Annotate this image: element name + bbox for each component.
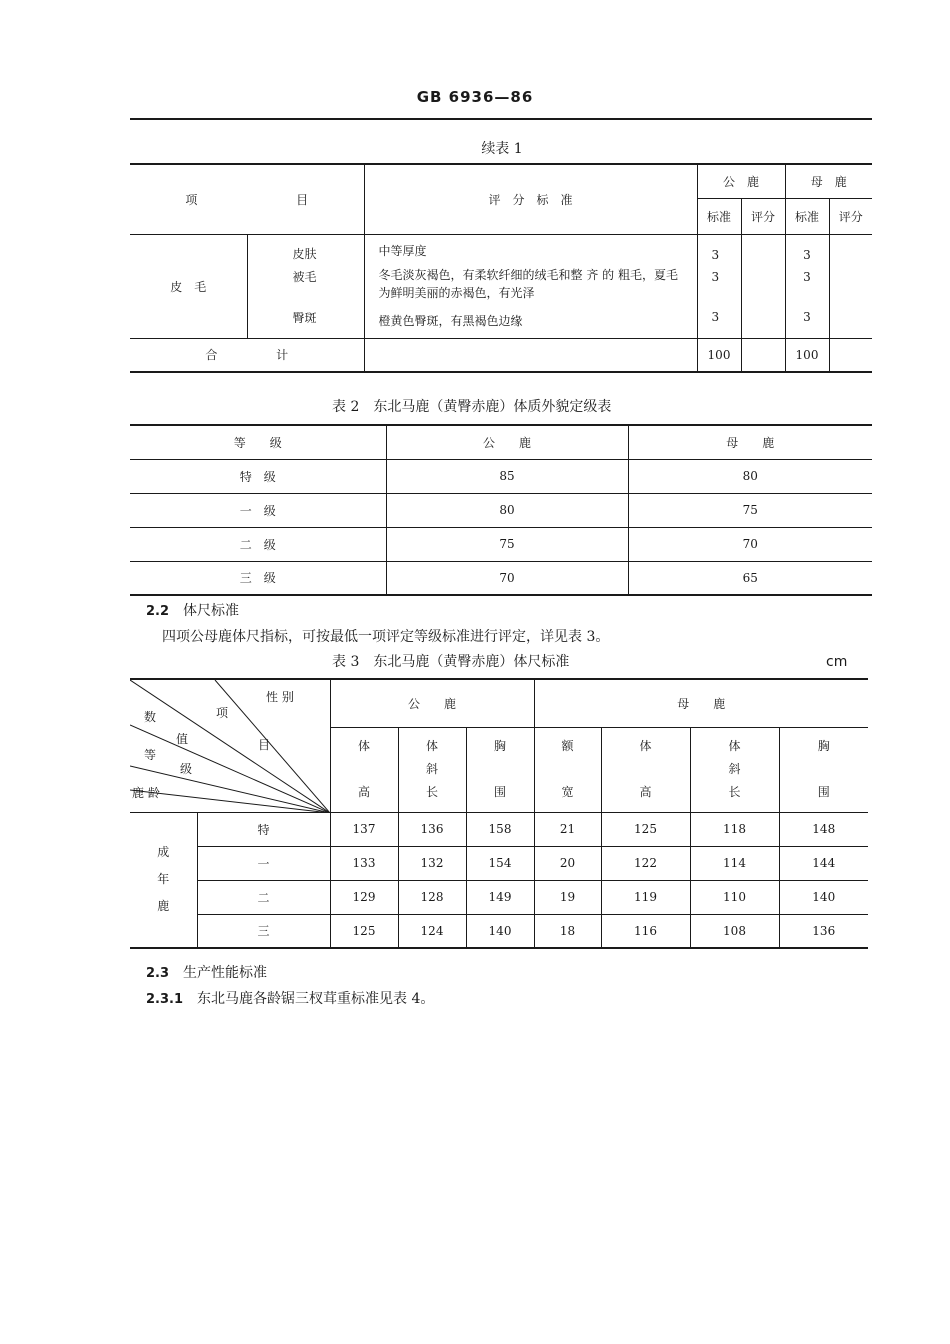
t2-r3-female: 65 (628, 561, 872, 595)
t1-total-female: 100 (785, 338, 829, 372)
t1-sub-0: 皮肤 (292, 246, 317, 261)
section-2-3-1-number: 2.3.1 (146, 992, 184, 1007)
t3-col3-b (535, 758, 601, 781)
t3-col1-c: 长 (425, 785, 438, 799)
t1-female-score: 评分 (829, 198, 872, 234)
section-2-3-number: 2.3 (146, 966, 170, 981)
t1-total-right: 计 (276, 348, 289, 363)
t1-total-left: 合 (205, 348, 218, 363)
section-2-2-title: 体尺标准 (183, 603, 240, 619)
t3-female-header: 母 鹿 (534, 679, 868, 727)
section-2-2-heading (146, 600, 239, 620)
diagonal-header-lines (130, 680, 330, 813)
t1-female-header: 母 鹿 (785, 164, 872, 198)
t2-r1-grade: 一 级 (130, 493, 386, 527)
t3-col0-c: 高 (357, 785, 370, 799)
t1-text-0: 中等厚度 (378, 244, 427, 258)
t3-r2-grade: 二 (197, 880, 330, 914)
t3-r0-v6: 148 (779, 812, 868, 846)
t3-diag-mu: 目 (258, 738, 271, 752)
t3-r2-v4: 119 (601, 880, 690, 914)
t3-group-1: 年 (157, 872, 170, 887)
section-2-2-number: 2.2 (146, 604, 170, 619)
section-2-3-1-title: 东北马鹿各龄锯三杈茸重标准见表 4。 (197, 991, 435, 1007)
t2-r2-grade: 二 级 (130, 527, 386, 561)
t3-r0-v4: 125 (601, 812, 690, 846)
t3-r1-grade: 一 (197, 846, 330, 880)
t3-col6-b (780, 758, 869, 781)
t1-m-std-1: 3 (711, 270, 720, 284)
t2-head-grade: 等 级 (130, 425, 386, 459)
t3-r1-v3: 20 (534, 846, 601, 880)
header-rule (130, 118, 872, 120)
t3-r3-v6: 136 (779, 914, 868, 948)
t1-criteria-header: 评 分 标 准 (364, 164, 697, 234)
t1-item-right: 目 (296, 192, 309, 207)
t3-r0-v0: 137 (330, 812, 398, 846)
t3-r1-v2: 154 (466, 846, 534, 880)
t3-male-header: 公 鹿 (330, 679, 534, 727)
t2-r0-grade: 特 级 (130, 459, 386, 493)
t2-r1-male: 80 (386, 493, 628, 527)
t3-r3-v5: 108 (690, 914, 779, 948)
t3-col2-b (467, 758, 534, 781)
t2-head-male: 公 鹿 (386, 425, 628, 459)
t3-col1-b: 斜 (425, 762, 438, 776)
t3-col4-a: 体 (639, 739, 652, 753)
t3-col0-a: 体 (357, 739, 370, 753)
t3-diag-shu: 数 (144, 710, 157, 724)
t3-col6-c: 围 (817, 785, 830, 799)
t1-text-1: 冬毛淡灰褐色，有柔软纤细的绒毛和整 齐 的 粗毛，夏毛为鲜明美丽的赤褐色，有光泽 (378, 268, 678, 300)
t3-col5-c: 长 (728, 785, 741, 799)
t3-diag-ji: 级 (180, 762, 193, 776)
t2-r3-grade: 三 级 (130, 561, 386, 595)
table2-caption: 表 2 东北马鹿（黄臀赤鹿）体质外貌定级表 (332, 399, 612, 415)
t3-r3-v3: 18 (534, 914, 601, 948)
t2-r1-female: 75 (628, 493, 872, 527)
t3-col3-c: 宽 (561, 785, 574, 799)
table1 (130, 163, 872, 373)
t3-group-0: 成 (157, 845, 170, 860)
t3-r3-grade: 三 (197, 914, 330, 948)
table1-caption: 续表 1 (481, 141, 523, 157)
table2 (130, 424, 872, 596)
t1-text-2: 橙黄色臀斑，有黑褐色边缘 (378, 314, 523, 328)
t3-r3-v0: 125 (330, 914, 398, 948)
t3-r0-v5: 118 (690, 812, 779, 846)
t3-r1-v6: 144 (779, 846, 868, 880)
t1-total-male: 100 (697, 338, 741, 372)
t3-diag-xingbie: 性 别 (266, 690, 294, 704)
section-2-3-heading (146, 962, 267, 982)
t3-diag-luling: 鹿 龄 (132, 786, 160, 800)
t3-r3-v1: 124 (398, 914, 466, 948)
t1-group-label: 皮 毛 (130, 234, 247, 338)
t1-male-header: 公 鹿 (697, 164, 785, 198)
t2-head-female: 母 鹿 (628, 425, 872, 459)
t3-col3-a: 额 (561, 739, 574, 753)
t1-m-std-2: 3 (711, 310, 720, 324)
t1-male-score: 评分 (741, 198, 785, 234)
t1-m-std-0: 3 (711, 248, 720, 262)
t3-col6-a: 胸 (817, 739, 830, 753)
t3-col4-c: 高 (639, 785, 652, 799)
t3-r0-v2: 158 (466, 812, 534, 846)
t1-item-left: 项 (185, 192, 198, 207)
t3-diag-deng: 等 (144, 748, 157, 762)
t3-r0-grade: 特 (197, 812, 330, 846)
standard-code: GB 6936—86 (416, 88, 534, 106)
t1-sub-2: 臀斑 (292, 310, 317, 325)
t3-r2-v5: 110 (690, 880, 779, 914)
t3-r2-v6: 140 (779, 880, 868, 914)
t1-male-std: 标准 (697, 198, 741, 234)
t1-f-std-0: 3 (803, 248, 811, 262)
t3-col5-b: 斜 (728, 762, 741, 776)
t3-col4-b (602, 758, 690, 781)
t3-r1-v5: 114 (690, 846, 779, 880)
t3-r0-v1: 136 (398, 812, 466, 846)
t3-r1-v1: 132 (398, 846, 466, 880)
table3 (130, 678, 868, 949)
t3-col2-c: 围 (493, 785, 506, 799)
section-2-3-title: 生产性能标准 (183, 965, 268, 981)
t3-col5-a: 体 (728, 739, 741, 753)
t3-r2-v2: 149 (466, 880, 534, 914)
t3-r3-v2: 140 (466, 914, 534, 948)
t1-f-std-1: 3 (803, 270, 811, 284)
table3-caption: 表 3 东北马鹿（黄臀赤鹿）体尺标准 (332, 654, 570, 670)
t3-r0-v3: 21 (534, 812, 601, 846)
t3-diag-xiang: 项 (216, 706, 229, 720)
t3-r3-v4: 116 (601, 914, 690, 948)
table3-unit: cm (826, 654, 848, 670)
t3-col0-b (331, 758, 398, 781)
t2-r3-male: 70 (386, 561, 628, 595)
t3-r2-v1: 128 (398, 880, 466, 914)
t3-r1-v0: 133 (330, 846, 398, 880)
t3-diag-zhi: 值 (176, 732, 189, 746)
t3-group-2: 鹿 (157, 899, 170, 914)
t3-col2-a: 胸 (493, 739, 506, 753)
t3-r2-v3: 19 (534, 880, 601, 914)
t1-f-std-2: 3 (803, 310, 811, 324)
t1-sub-1: 被毛 (292, 269, 317, 284)
section-2-3-1-heading (146, 988, 434, 1008)
t1-female-std: 标准 (785, 198, 829, 234)
t2-r0-female: 80 (628, 459, 872, 493)
t2-r0-male: 85 (386, 459, 628, 493)
t2-r2-female: 70 (628, 527, 872, 561)
t3-r1-v4: 122 (601, 846, 690, 880)
t2-r2-male: 75 (386, 527, 628, 561)
section-2-2-text: 四项公母鹿体尺指标，可按最低一项评定等级标准进行评定，详见表 3。 (162, 629, 610, 645)
t3-r2-v0: 129 (330, 880, 398, 914)
t3-col1-a: 体 (425, 739, 438, 753)
